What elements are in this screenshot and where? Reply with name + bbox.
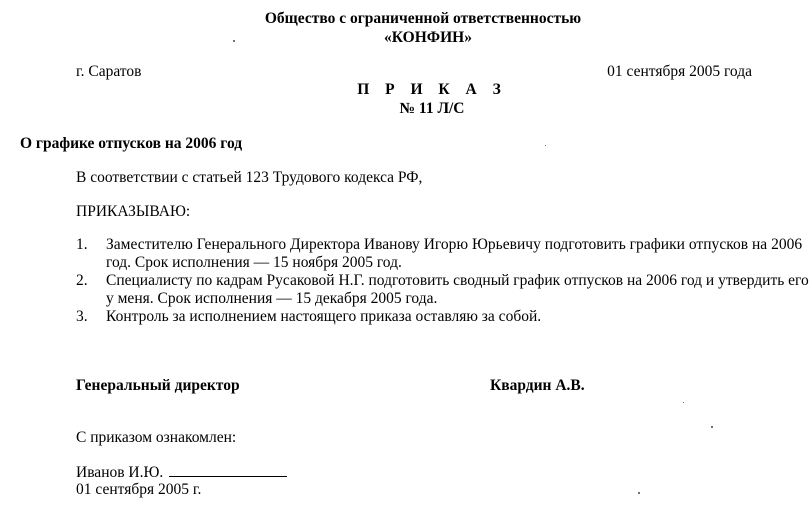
item-text-line: Специалисту по кадрам Русаковой Н.Г. подготовить сводный график отпусков на 2006 год и утвердить его [106,272,809,289]
order-number: № 11 Л/С [399,100,465,117]
order-subject: О графике отпусков на 2006 год [20,135,243,152]
scan-speck [683,402,684,403]
scan-speck [545,145,546,146]
legal-basis: В соответствии с статьей 123 Трудового кодекса РФ, [76,169,423,186]
acknowledged-person-name: Иванов И.Ю. [76,464,164,481]
acknowledgement-label: С приказом ознакомлен: [76,429,237,446]
list-item [76,308,802,326]
signature-line [169,463,287,477]
item-text-line: Контроль за исполнением настоящего приказа оставляю за собой. [106,308,542,325]
list-item [76,236,802,272]
organization-type: Общество с ограниченной ответственностью [264,10,582,27]
list-item [76,272,809,308]
item-number: 2. [76,272,88,289]
city: г. Саратов [76,63,142,80]
acknowledgement-date: 01 сентября 2005 г. [76,481,202,498]
item-text-line: у меня. Срок исполнения — 15 декабря 2005 года. [106,290,438,307]
item-number: 3. [76,308,88,325]
document-title: П Р И К А З [357,81,507,98]
item-number: 1. [76,236,88,253]
signatory-name: Квардин А.В. [490,377,585,394]
scan-speck [233,40,235,42]
signatory-position: Генеральный директор [76,377,240,394]
order-items-list [76,236,809,326]
scan-speck [638,492,640,494]
item-text-line: год. Срок исполнения — 15 ноября 2005 год. [106,254,402,271]
item-text-line: Заместителю Генерального Директора Иванову Игорю Юрьевичу подготовить графики отпусков на 2006 [106,236,803,253]
order-verb: ПРИКАЗЫВАЮ: [76,203,191,220]
scan-speck [711,426,713,428]
document-date: 01 сентября 2005 года [607,63,752,80]
acknowledged-person [76,463,287,482]
organization-name: «КОНФИН» [384,29,472,46]
